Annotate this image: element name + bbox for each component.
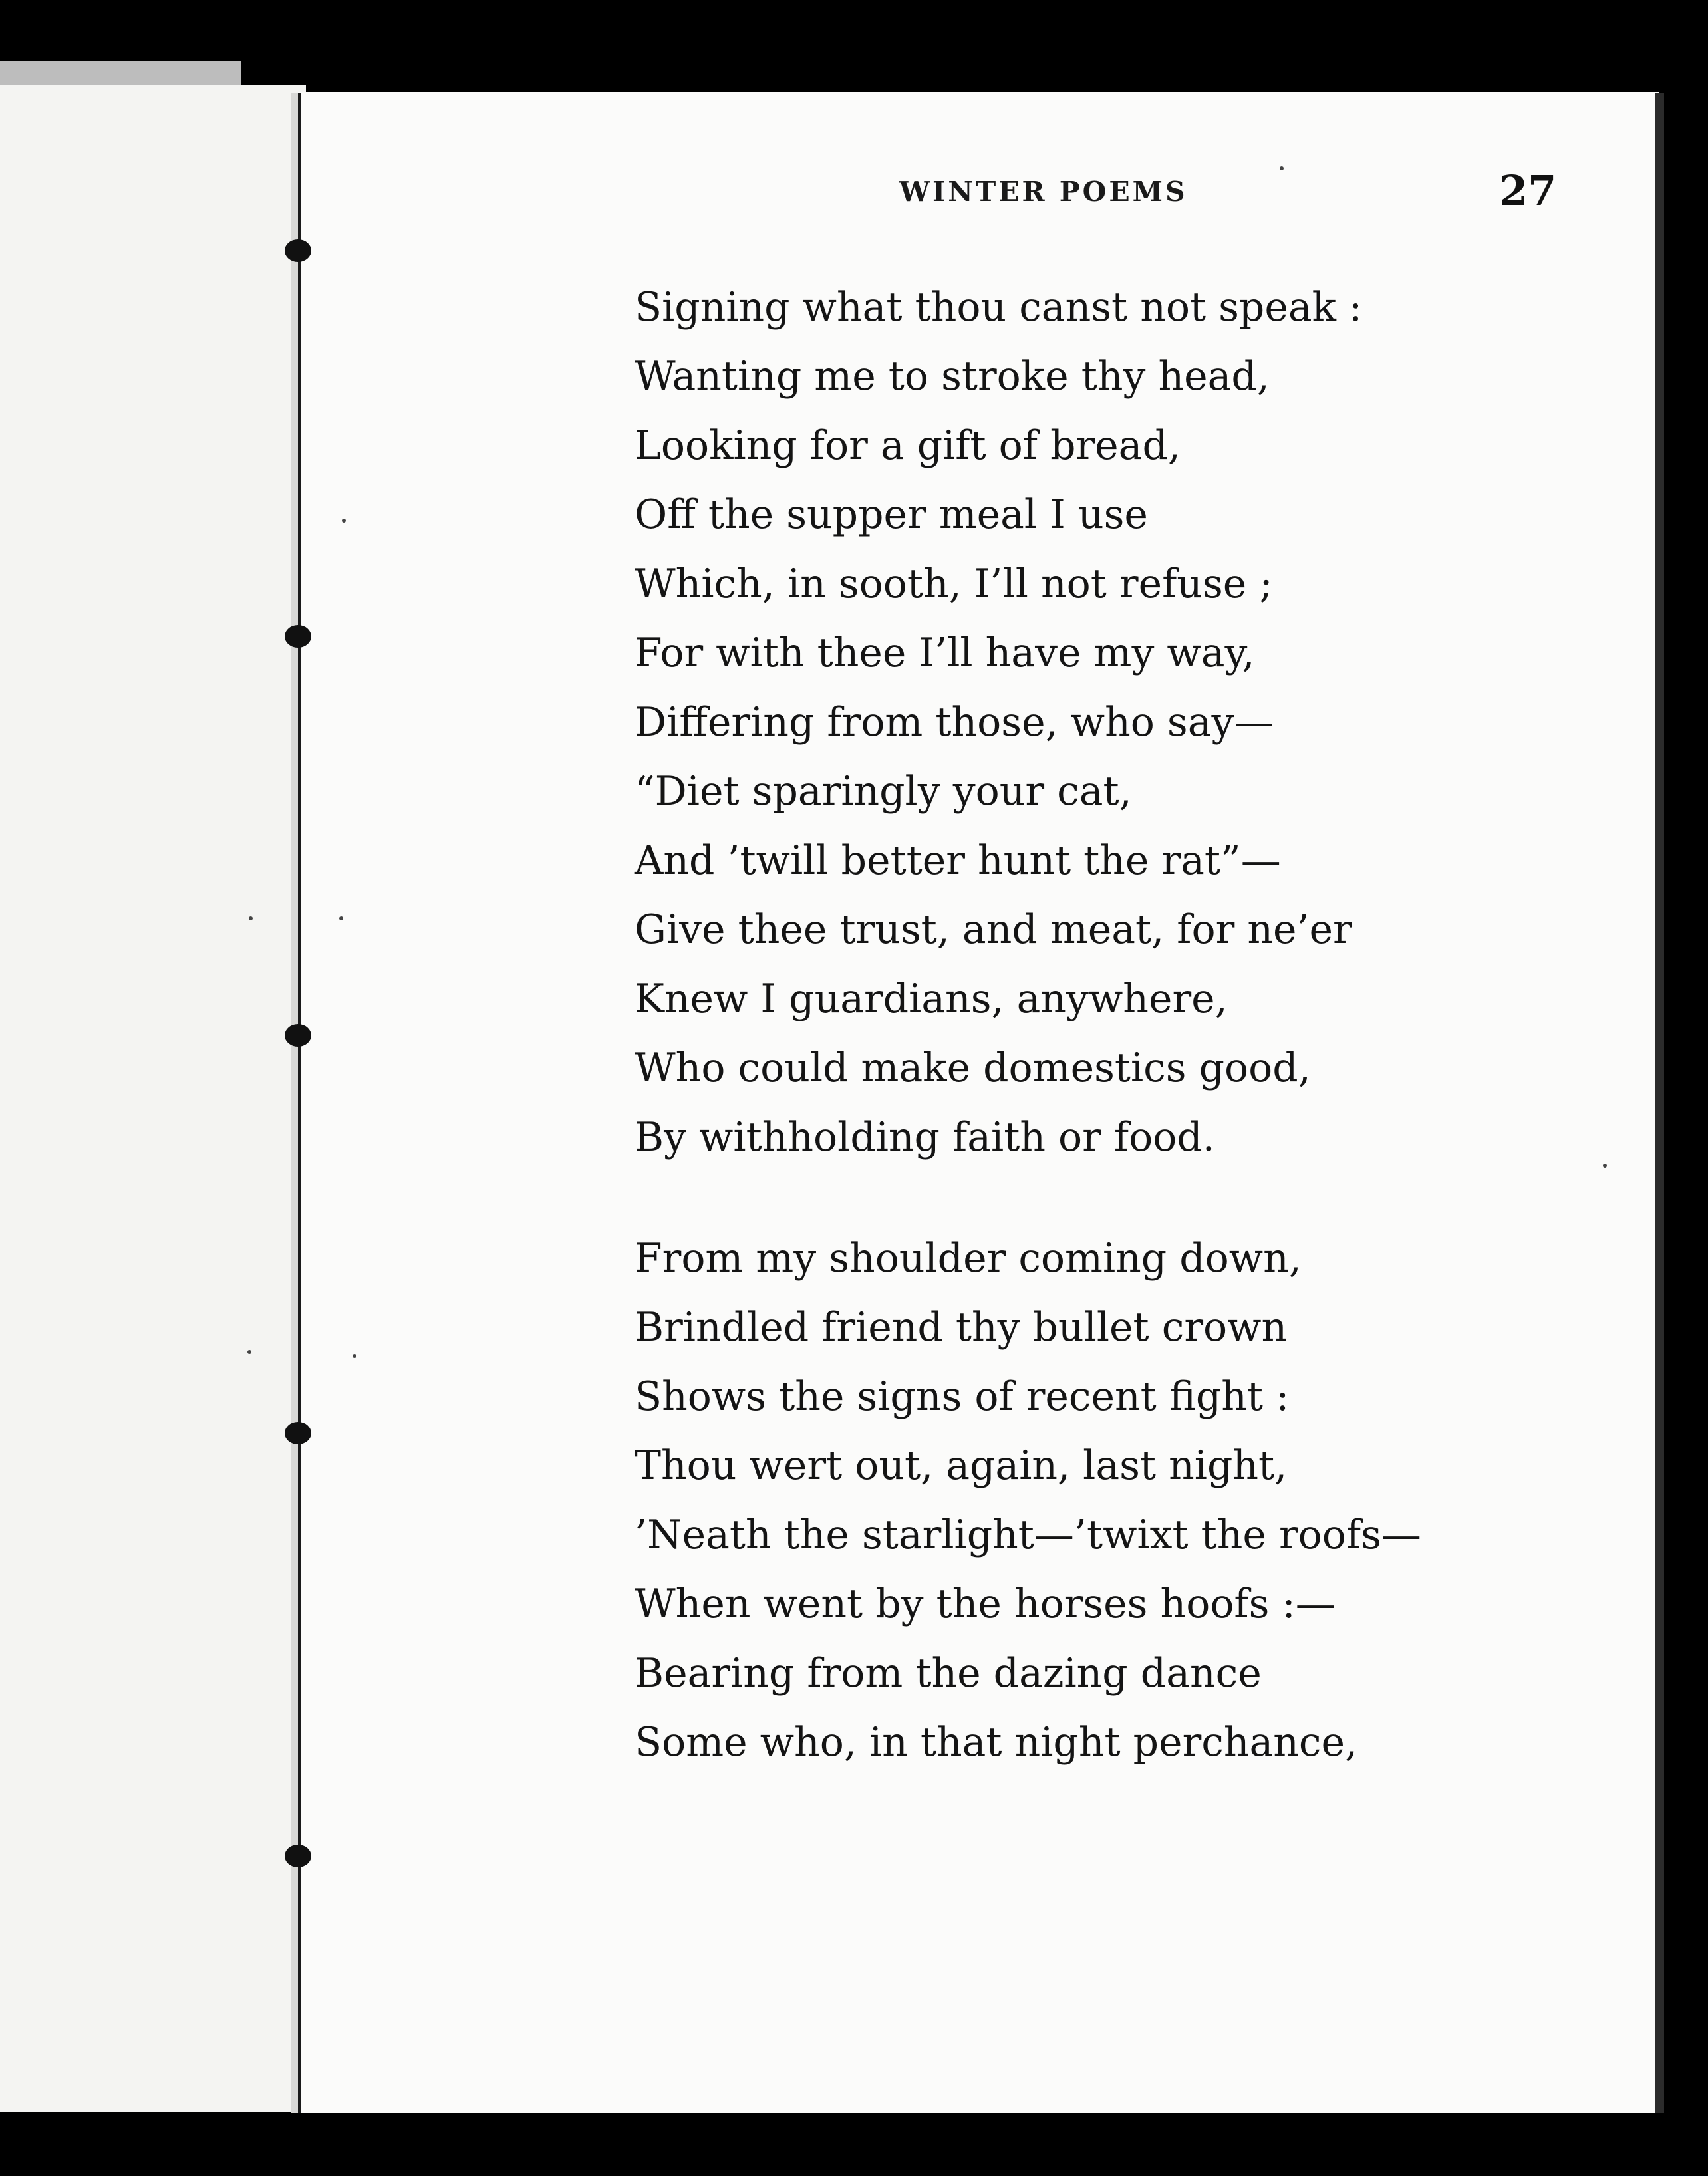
poem-line: Give thee trust, and meat, for ne’er [635,906,1352,953]
poem-line: Off the supper meal I use [635,491,1148,538]
poem-line: Bearing from the dazing dance [635,1650,1262,1697]
poem-line: Looking for a gift of bread, [635,422,1181,469]
poem-line: Who could make domestics good, [635,1045,1311,1091]
paper-speck [247,1350,251,1354]
running-head: WINTER POEMS [899,176,1188,207]
poem-line: When went by the horses hoofs :— [635,1581,1336,1627]
poem-line: “Diet sparingly your cat, [635,768,1132,815]
poem-line: For with thee I’ll have my way, [635,630,1255,676]
binding-stitch [285,1845,311,1867]
paper-speck [249,916,253,920]
paper-speck [353,1354,356,1358]
binding-gutter-shade [291,93,298,2115]
poem-stanza [635,273,1362,1172]
paper-speck [342,519,346,523]
poem-stanza [635,1224,1421,1777]
poem-line: And ’twill better hunt the rat”— [635,837,1281,884]
poem-line: By withholding faith or food. [635,1114,1215,1160]
binding-stitch [285,239,311,262]
paper-speck [339,916,343,920]
poem-line: From my shoulder coming down, [635,1235,1302,1282]
paper-speck [1603,1164,1607,1168]
poem-line: Brindled friend thy bullet crown [635,1304,1288,1351]
poem-line: Which, in sooth, I’ll not refuse ; [635,561,1273,607]
poem-line: Wanting me to stroke thy head, [635,353,1270,400]
binding-stitch [285,1024,311,1047]
poem-line: Differing from those, who say— [635,699,1274,746]
page-edge-shadow [1655,93,1664,2115]
poem-line: Signing what thou canst not speak : [635,284,1363,331]
page-number: 27 [1499,166,1557,215]
poem-line: ’Neath the starlight—’twixt the roofs— [635,1512,1421,1558]
poem-line: Knew I guardians, anywhere, [635,976,1228,1022]
left-page-margin [0,85,306,2112]
binding-stitch [285,1422,311,1444]
poem-line: Shows the signs of recent fight : [635,1373,1290,1420]
binding-stitch [285,625,311,648]
poem-line: Some who, in that night perchance, [635,1719,1358,1766]
poem-line: Thou wert out, again, last night, [635,1442,1288,1489]
binding-gutter-line [298,93,301,2115]
paper-speck [1280,166,1284,170]
scan-border-bottom [0,2113,1708,2176]
